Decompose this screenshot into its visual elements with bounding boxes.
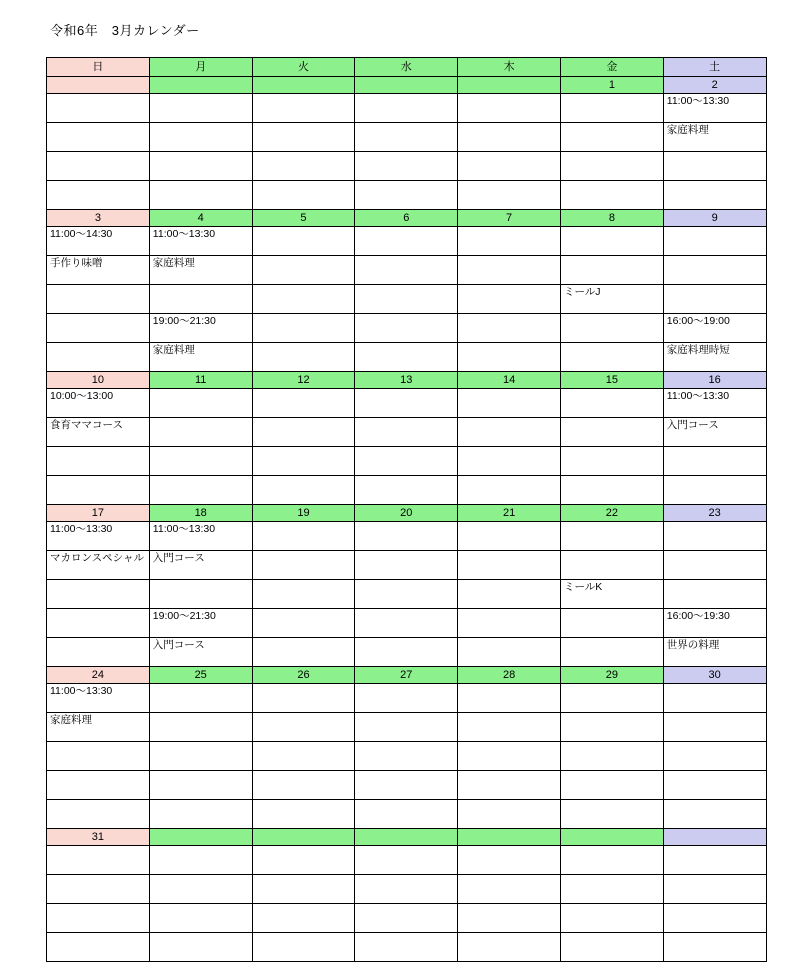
event-cell-empty[interactable] xyxy=(355,476,458,505)
event-cell-empty[interactable] xyxy=(252,343,355,372)
date-cell-26[interactable]: 26 xyxy=(252,667,355,684)
event-cell[interactable]: 11:00〜13:30 xyxy=(149,227,252,256)
event-cell-empty[interactable] xyxy=(458,638,561,667)
event-cell-empty[interactable] xyxy=(355,256,458,285)
event-row xyxy=(47,256,767,285)
date-cell-empty[interactable] xyxy=(458,829,561,846)
event-row xyxy=(47,771,767,800)
event-cell-empty[interactable] xyxy=(47,123,150,152)
event-cell-empty[interactable] xyxy=(355,846,458,875)
week-dates-row xyxy=(47,372,767,389)
date-cell-15[interactable]: 15 xyxy=(560,372,663,389)
event-cell-empty[interactable] xyxy=(355,314,458,343)
event-cell-empty[interactable] xyxy=(560,418,663,447)
event-cell-empty[interactable] xyxy=(663,771,766,800)
date-cell-22[interactable]: 22 xyxy=(560,505,663,522)
event-row xyxy=(47,684,767,713)
event-cell-empty[interactable] xyxy=(47,933,150,962)
event-cell-empty[interactable] xyxy=(560,846,663,875)
event-cell-empty[interactable] xyxy=(149,875,252,904)
event-cell-empty[interactable] xyxy=(355,904,458,933)
date-cell-3[interactable]: 3 xyxy=(47,210,150,227)
event-cell-empty[interactable] xyxy=(252,904,355,933)
event-cell-empty[interactable] xyxy=(149,181,252,210)
event-cell-empty[interactable] xyxy=(252,771,355,800)
date-cell-7[interactable]: 7 xyxy=(458,210,561,227)
event-cell-empty[interactable] xyxy=(458,389,561,418)
event-cell-empty[interactable] xyxy=(560,522,663,551)
event-cell-empty[interactable] xyxy=(149,123,252,152)
event-cell-empty[interactable] xyxy=(252,476,355,505)
event-cell-empty[interactable] xyxy=(560,713,663,742)
event-cell-empty[interactable] xyxy=(252,152,355,181)
date-cell-empty[interactable] xyxy=(47,77,150,94)
weekday-header-wd-3: 水 xyxy=(355,58,458,77)
date-cell-8[interactable]: 8 xyxy=(560,210,663,227)
date-cell-28[interactable]: 28 xyxy=(458,667,561,684)
event-cell-empty[interactable] xyxy=(149,447,252,476)
event-row xyxy=(47,846,767,875)
event-cell-empty[interactable] xyxy=(560,227,663,256)
event-cell-empty[interactable] xyxy=(458,256,561,285)
event-cell-empty[interactable] xyxy=(47,875,150,904)
event-cell-empty[interactable] xyxy=(355,771,458,800)
event-cell[interactable]: ミールK xyxy=(560,580,663,609)
event-cell-empty[interactable] xyxy=(663,551,766,580)
week-dates-row xyxy=(47,210,767,227)
event-cell-empty[interactable] xyxy=(560,389,663,418)
event-cell-empty[interactable] xyxy=(560,181,663,210)
date-cell-31[interactable]: 31 xyxy=(47,829,150,846)
event-cell-empty[interactable] xyxy=(663,181,766,210)
event-cell-empty[interactable] xyxy=(663,476,766,505)
date-cell-13[interactable]: 13 xyxy=(355,372,458,389)
event-cell-empty[interactable] xyxy=(252,447,355,476)
weekday-header-wd-5: 金 xyxy=(560,58,663,77)
event-cell-empty[interactable] xyxy=(560,94,663,123)
event-cell-empty[interactable] xyxy=(560,609,663,638)
event-cell[interactable]: 入門コース xyxy=(149,551,252,580)
event-cell-empty[interactable] xyxy=(47,285,150,314)
event-cell-empty[interactable] xyxy=(560,123,663,152)
event-row xyxy=(47,181,767,210)
date-cell-empty[interactable] xyxy=(149,829,252,846)
event-cell-empty[interactable] xyxy=(560,551,663,580)
event-cell-empty[interactable] xyxy=(458,904,561,933)
event-cell-empty[interactable] xyxy=(458,800,561,829)
calendar-table xyxy=(46,57,767,962)
event-cell-empty[interactable] xyxy=(458,742,561,771)
event-cell-empty[interactable] xyxy=(560,933,663,962)
event-cell-empty[interactable] xyxy=(355,447,458,476)
week-dates-row xyxy=(47,667,767,684)
event-cell[interactable]: 10:00〜13:00 xyxy=(47,389,150,418)
event-cell-empty[interactable] xyxy=(663,904,766,933)
event-cell-empty[interactable] xyxy=(149,742,252,771)
event-cell-empty[interactable] xyxy=(458,684,561,713)
event-cell[interactable]: 手作り味噌 xyxy=(47,256,150,285)
date-cell-empty[interactable] xyxy=(560,829,663,846)
date-cell-16[interactable]: 16 xyxy=(663,372,766,389)
event-cell-empty[interactable] xyxy=(560,638,663,667)
weekday-header-wd-4: 木 xyxy=(458,58,561,77)
event-row xyxy=(47,875,767,904)
event-cell-empty[interactable] xyxy=(355,418,458,447)
event-cell-empty[interactable] xyxy=(355,742,458,771)
event-cell[interactable]: 11:00〜14:30 xyxy=(47,227,150,256)
event-cell-empty[interactable] xyxy=(149,580,252,609)
event-cell-empty[interactable] xyxy=(355,551,458,580)
date-cell-empty[interactable] xyxy=(663,829,766,846)
event-cell-empty[interactable] xyxy=(458,343,561,372)
date-cell-2[interactable]: 2 xyxy=(663,77,766,94)
event-cell-empty[interactable] xyxy=(47,476,150,505)
event-cell-empty[interactable] xyxy=(355,227,458,256)
event-cell[interactable]: ミールJ xyxy=(560,285,663,314)
event-cell-empty[interactable] xyxy=(47,742,150,771)
event-cell-empty[interactable] xyxy=(560,343,663,372)
date-cell-5[interactable]: 5 xyxy=(252,210,355,227)
event-row xyxy=(47,580,767,609)
event-cell-empty[interactable] xyxy=(149,476,252,505)
event-cell-empty[interactable] xyxy=(47,94,150,123)
event-cell-empty[interactable] xyxy=(47,580,150,609)
date-cell-1[interactable]: 1 xyxy=(560,77,663,94)
event-cell-empty[interactable] xyxy=(663,875,766,904)
event-row xyxy=(47,476,767,505)
event-cell[interactable]: 19:00〜21:30 xyxy=(149,314,252,343)
event-cell-empty[interactable] xyxy=(252,418,355,447)
event-cell-empty[interactable] xyxy=(252,609,355,638)
date-cell-empty[interactable] xyxy=(458,77,561,94)
event-cell-empty[interactable] xyxy=(458,609,561,638)
event-row xyxy=(47,343,767,372)
event-cell-empty[interactable] xyxy=(355,580,458,609)
event-cell-empty[interactable] xyxy=(663,580,766,609)
weekday-header-sun-0: 日 xyxy=(47,58,150,77)
weekday-header-sat-6: 土 xyxy=(663,58,766,77)
date-cell-25[interactable]: 25 xyxy=(149,667,252,684)
event-cell-empty[interactable] xyxy=(458,580,561,609)
event-cell-empty[interactable] xyxy=(458,713,561,742)
event-cell-empty[interactable] xyxy=(47,771,150,800)
date-cell-14[interactable]: 14 xyxy=(458,372,561,389)
event-cell-empty[interactable] xyxy=(149,771,252,800)
event-cell[interactable]: 家庭料理時短 xyxy=(663,343,766,372)
event-cell[interactable]: 家庭料理 xyxy=(149,343,252,372)
date-cell-empty[interactable] xyxy=(252,829,355,846)
event-cell-empty[interactable] xyxy=(560,904,663,933)
event-cell-empty[interactable] xyxy=(560,447,663,476)
event-cell-empty[interactable] xyxy=(355,522,458,551)
event-cell-empty[interactable] xyxy=(458,875,561,904)
event-cell[interactable]: 11:00〜13:30 xyxy=(47,522,150,551)
event-cell-empty[interactable] xyxy=(355,389,458,418)
event-cell-empty[interactable] xyxy=(663,447,766,476)
event-cell-empty[interactable] xyxy=(560,742,663,771)
event-cell-empty[interactable] xyxy=(560,771,663,800)
event-cell-empty[interactable] xyxy=(458,94,561,123)
event-cell-empty[interactable] xyxy=(252,742,355,771)
event-cell[interactable]: 16:00〜19:00 xyxy=(663,314,766,343)
event-row xyxy=(47,551,767,580)
event-cell-empty[interactable] xyxy=(458,227,561,256)
event-cell-empty[interactable] xyxy=(458,933,561,962)
date-cell-18[interactable]: 18 xyxy=(149,505,252,522)
event-row xyxy=(47,123,767,152)
event-cell-empty[interactable] xyxy=(560,476,663,505)
event-cell[interactable]: 家庭料理 xyxy=(149,256,252,285)
event-cell-empty[interactable] xyxy=(149,94,252,123)
event-cell-empty[interactable] xyxy=(355,933,458,962)
event-row xyxy=(47,933,767,962)
event-cell-empty[interactable] xyxy=(252,551,355,580)
event-cell-empty[interactable] xyxy=(47,800,150,829)
event-row xyxy=(47,94,767,123)
date-cell-4[interactable]: 4 xyxy=(149,210,252,227)
event-cell-empty[interactable] xyxy=(355,94,458,123)
event-cell-empty[interactable] xyxy=(47,904,150,933)
event-cell[interactable]: 11:00〜13:30 xyxy=(149,522,252,551)
date-cell-24[interactable]: 24 xyxy=(47,667,150,684)
event-cell-empty[interactable] xyxy=(458,447,561,476)
event-cell-empty[interactable] xyxy=(47,181,150,210)
event-cell-empty[interactable] xyxy=(252,314,355,343)
event-cell-empty[interactable] xyxy=(149,904,252,933)
date-cell-empty[interactable] xyxy=(355,77,458,94)
calendar-container xyxy=(46,57,766,962)
event-cell[interactable]: 家庭料理 xyxy=(663,123,766,152)
event-cell-empty[interactable] xyxy=(458,314,561,343)
event-cell[interactable]: 11:00〜13:30 xyxy=(663,94,766,123)
event-cell-empty[interactable] xyxy=(560,800,663,829)
event-cell-empty[interactable] xyxy=(47,343,150,372)
event-cell-empty[interactable] xyxy=(560,256,663,285)
event-cell-empty[interactable] xyxy=(458,123,561,152)
week-dates-row xyxy=(47,77,767,94)
date-cell-empty[interactable] xyxy=(252,77,355,94)
date-cell-10[interactable]: 10 xyxy=(47,372,150,389)
event-cell-empty[interactable] xyxy=(560,152,663,181)
event-cell-empty[interactable] xyxy=(47,846,150,875)
event-cell[interactable]: 食育ママコース xyxy=(47,418,150,447)
event-cell[interactable]: 19:00〜21:30 xyxy=(149,609,252,638)
event-cell-empty[interactable] xyxy=(252,713,355,742)
date-cell-27[interactable]: 27 xyxy=(355,667,458,684)
event-cell-empty[interactable] xyxy=(663,800,766,829)
event-cell-empty[interactable] xyxy=(355,343,458,372)
event-cell-empty[interactable] xyxy=(47,609,150,638)
event-cell-empty[interactable] xyxy=(458,285,561,314)
event-cell-empty[interactable] xyxy=(663,933,766,962)
event-row xyxy=(47,904,767,933)
event-cell-empty[interactable] xyxy=(458,846,561,875)
event-cell-empty[interactable] xyxy=(252,933,355,962)
date-cell-11[interactable]: 11 xyxy=(149,372,252,389)
event-cell[interactable]: 11:00〜13:30 xyxy=(663,389,766,418)
event-cell-empty[interactable] xyxy=(663,285,766,314)
date-cell-9[interactable]: 9 xyxy=(663,210,766,227)
event-cell-empty[interactable] xyxy=(355,609,458,638)
event-cell-empty[interactable] xyxy=(355,123,458,152)
event-cell[interactable]: 11:00〜13:30 xyxy=(47,684,150,713)
event-cell-empty[interactable] xyxy=(663,846,766,875)
event-cell-empty[interactable] xyxy=(458,418,561,447)
event-cell-empty[interactable] xyxy=(663,713,766,742)
event-cell-empty[interactable] xyxy=(149,713,252,742)
event-cell-empty[interactable] xyxy=(149,800,252,829)
event-cell-empty[interactable] xyxy=(149,152,252,181)
event-cell-empty[interactable] xyxy=(252,522,355,551)
event-cell-empty[interactable] xyxy=(252,875,355,904)
event-cell-empty[interactable] xyxy=(149,846,252,875)
event-cell-empty[interactable] xyxy=(149,285,252,314)
event-cell-empty[interactable] xyxy=(458,476,561,505)
date-cell-30[interactable]: 30 xyxy=(663,667,766,684)
event-cell-empty[interactable] xyxy=(458,522,561,551)
weekday-header-wd-1: 月 xyxy=(149,58,252,77)
event-cell-empty[interactable] xyxy=(355,181,458,210)
event-cell-empty[interactable] xyxy=(252,256,355,285)
date-cell-20[interactable]: 20 xyxy=(355,505,458,522)
event-cell-empty[interactable] xyxy=(47,638,150,667)
event-cell-empty[interactable] xyxy=(252,227,355,256)
event-cell-empty[interactable] xyxy=(663,522,766,551)
event-cell-empty[interactable] xyxy=(252,684,355,713)
event-row xyxy=(47,609,767,638)
event-cell-empty[interactable] xyxy=(149,389,252,418)
event-cell-empty[interactable] xyxy=(47,447,150,476)
date-cell-empty[interactable] xyxy=(149,77,252,94)
event-cell-empty[interactable] xyxy=(560,684,663,713)
event-cell-empty[interactable] xyxy=(149,418,252,447)
event-row xyxy=(47,227,767,256)
event-cell[interactable]: 16:00〜19:30 xyxy=(663,609,766,638)
event-cell-empty[interactable] xyxy=(252,181,355,210)
event-cell[interactable]: 入門コース xyxy=(149,638,252,667)
week-dates-row xyxy=(47,829,767,846)
date-cell-29[interactable]: 29 xyxy=(560,667,663,684)
event-row xyxy=(47,800,767,829)
date-cell-23[interactable]: 23 xyxy=(663,505,766,522)
event-row xyxy=(47,447,767,476)
event-cell-empty[interactable] xyxy=(252,285,355,314)
event-cell-empty[interactable] xyxy=(663,742,766,771)
page-title: 令和6年 3月カレンダー xyxy=(50,23,200,38)
event-cell-empty[interactable] xyxy=(458,551,561,580)
event-cell-empty[interactable] xyxy=(355,638,458,667)
event-cell-empty[interactable] xyxy=(560,875,663,904)
event-cell-empty[interactable] xyxy=(458,152,561,181)
event-cell-empty[interactable] xyxy=(663,684,766,713)
weekday-header-row xyxy=(47,58,767,77)
event-cell-empty[interactable] xyxy=(47,314,150,343)
event-cell-empty[interactable] xyxy=(355,713,458,742)
event-cell-empty[interactable] xyxy=(252,846,355,875)
event-cell-empty[interactable] xyxy=(252,580,355,609)
event-row xyxy=(47,418,767,447)
date-cell-21[interactable]: 21 xyxy=(458,505,561,522)
event-row xyxy=(47,152,767,181)
week-dates-row xyxy=(47,505,767,522)
event-cell-empty[interactable] xyxy=(149,933,252,962)
event-cell-empty[interactable] xyxy=(355,684,458,713)
event-cell-empty[interactable] xyxy=(458,771,561,800)
event-cell-empty[interactable] xyxy=(252,800,355,829)
event-cell-empty[interactable] xyxy=(149,684,252,713)
event-cell[interactable]: 入門コース xyxy=(663,418,766,447)
date-cell-12[interactable]: 12 xyxy=(252,372,355,389)
date-cell-19[interactable]: 19 xyxy=(252,505,355,522)
event-cell-empty[interactable] xyxy=(252,638,355,667)
event-cell-empty[interactable] xyxy=(355,285,458,314)
event-cell-empty[interactable] xyxy=(560,314,663,343)
event-cell-empty[interactable] xyxy=(47,152,150,181)
event-cell-empty[interactable] xyxy=(355,152,458,181)
event-cell[interactable]: マカロンスペシャル xyxy=(47,551,150,580)
event-row xyxy=(47,638,767,667)
event-cell[interactable]: 家庭料理 xyxy=(47,713,150,742)
event-row xyxy=(47,389,767,418)
event-cell-empty[interactable] xyxy=(252,94,355,123)
event-cell[interactable]: 世界の料理 xyxy=(663,638,766,667)
date-cell-6[interactable]: 6 xyxy=(355,210,458,227)
event-cell-empty[interactable] xyxy=(252,123,355,152)
date-cell-17[interactable]: 17 xyxy=(47,505,150,522)
event-cell-empty[interactable] xyxy=(663,227,766,256)
date-cell-empty[interactable] xyxy=(355,829,458,846)
event-cell-empty[interactable] xyxy=(252,389,355,418)
event-cell-empty[interactable] xyxy=(663,256,766,285)
event-cell-empty[interactable] xyxy=(663,152,766,181)
event-cell-empty[interactable] xyxy=(355,800,458,829)
event-row xyxy=(47,742,767,771)
event-cell-empty[interactable] xyxy=(458,181,561,210)
weekday-header-wd-2: 火 xyxy=(252,58,355,77)
event-row xyxy=(47,314,767,343)
event-row xyxy=(47,285,767,314)
event-row xyxy=(47,522,767,551)
event-row xyxy=(47,713,767,742)
event-cell-empty[interactable] xyxy=(355,875,458,904)
